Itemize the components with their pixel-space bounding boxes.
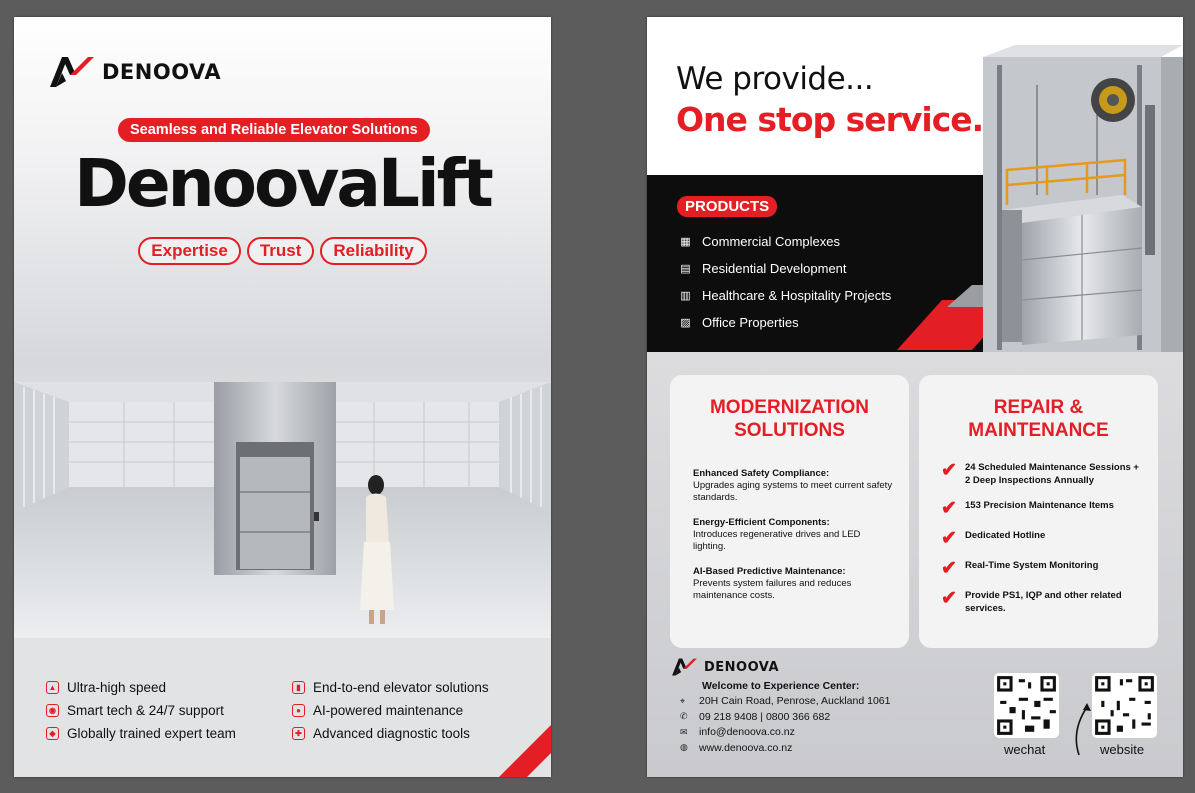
feature-list-right xyxy=(292,676,489,745)
qr-code-icon xyxy=(994,673,1059,738)
contact-info xyxy=(680,678,890,756)
wechat-qr-code[interactable] xyxy=(994,673,1059,738)
globe-icon: ◍ xyxy=(680,742,688,753)
email-line[interactable]: ✉ info@denoova.co.nz xyxy=(680,726,795,739)
list-item xyxy=(46,676,236,699)
ai-icon: ● xyxy=(292,704,305,717)
support-icon: ◉ xyxy=(46,704,59,717)
list-item xyxy=(693,566,893,602)
website-qr-code[interactable] xyxy=(1092,673,1157,738)
brand-logo xyxy=(48,55,221,89)
item-text: 153 Precision Maintenance Items xyxy=(965,500,1114,511)
list-item xyxy=(678,228,891,255)
speed-icon: ▲ xyxy=(46,681,59,694)
checkmark-icon: ✔ xyxy=(941,558,957,579)
item-text: 24 Scheduled Maintenance Sessions + 2 Deep Inspections Annually xyxy=(965,462,1139,486)
feature-label: AI-powered maintenance xyxy=(313,703,464,718)
elevator-cutaway-illustration xyxy=(897,45,1183,355)
location-icon: ⌖ xyxy=(680,695,686,706)
website-label: website xyxy=(1100,742,1145,757)
elevator-icon: ▮ xyxy=(292,681,305,694)
repair-card xyxy=(919,375,1158,648)
list-item xyxy=(678,282,891,309)
brochure-back-page xyxy=(647,17,1183,777)
checkmark-icon: ✔ xyxy=(941,528,957,549)
modernization-title: MODERNIZATION SOLUTIONS xyxy=(709,397,870,441)
website-line[interactable]: ◍ www.denoova.co.nz xyxy=(680,741,793,754)
feature-label: End-to-end elevator solutions xyxy=(313,680,489,695)
feature-list-left xyxy=(46,676,236,745)
welcome-line: Welcome to Experience Center: xyxy=(702,679,860,692)
list-item xyxy=(693,468,893,504)
products-badge: PRODUCTS xyxy=(677,196,777,217)
products-list xyxy=(678,228,891,336)
shield-icon: ◆ xyxy=(46,727,59,740)
building-icon: ▦ xyxy=(680,236,691,248)
hospital-icon: ▥ xyxy=(680,290,691,302)
list-item xyxy=(941,590,1146,615)
product-label: Residential Development xyxy=(702,261,847,276)
product-label: Commercial Complexes xyxy=(702,234,840,249)
checkmark-icon: ✔ xyxy=(941,588,957,609)
list-item xyxy=(46,699,236,722)
product-title: DenoovaLift xyxy=(74,145,491,222)
mail-icon: ✉ xyxy=(680,726,688,737)
list-item xyxy=(292,699,489,722)
item-text: Prevents system failures and reduces maintenance costs. xyxy=(693,578,852,601)
list-item xyxy=(941,500,1146,517)
brochure-front-page xyxy=(14,17,551,777)
wechat-label: wechat xyxy=(1004,742,1046,757)
logo-wordmark: DENOOVA xyxy=(102,60,222,84)
value-pill: Expertise xyxy=(138,237,241,265)
corner-accent-stripe xyxy=(481,707,551,777)
list-item xyxy=(46,722,236,745)
item-text: Provide PS1, IQP and other related services. xyxy=(965,590,1122,614)
tagline-badge: Seamless and Reliable Elevator Solutions xyxy=(118,118,430,142)
logo-wordmark: DENOOVA xyxy=(704,659,780,675)
denoova-logo-icon xyxy=(48,55,96,89)
phone-line: ✆ 09 218 9408 | 0800 366 682 xyxy=(680,710,831,723)
product-label: Office Properties xyxy=(702,315,799,330)
list-item xyxy=(941,560,1146,577)
list-item xyxy=(678,309,891,336)
feature-label: Smart tech & 24/7 support xyxy=(67,703,224,718)
feature-label: Advanced diagnostic tools xyxy=(313,726,470,741)
contact-logo xyxy=(671,657,779,677)
checkmark-icon: ✔ xyxy=(941,460,957,481)
headline-one-stop: One stop service. xyxy=(676,100,984,139)
item-text: Introduces regenerative drives and LED lighting. xyxy=(693,529,861,552)
denoova-logo-icon xyxy=(671,657,698,677)
item-heading: Energy-Efficient Components: xyxy=(693,517,830,528)
qr-code-icon xyxy=(1092,673,1157,738)
value-pill: Reliability xyxy=(320,237,426,265)
repair-title: REPAIR & MAINTENANCE xyxy=(968,397,1109,441)
list-item xyxy=(941,530,1146,547)
list-item xyxy=(292,676,489,699)
checkmark-icon: ✔ xyxy=(941,498,957,519)
item-text: Dedicated Hotline xyxy=(965,530,1046,541)
product-label: Healthcare & Hospitality Projects xyxy=(702,288,892,303)
item-heading: AI-Based Predictive Maintenance: xyxy=(693,566,846,577)
modernization-card xyxy=(670,375,909,648)
curved-arrow-icon xyxy=(1071,701,1095,757)
office-chart-icon: ▨ xyxy=(680,317,691,329)
elevator-room-illustration xyxy=(14,382,551,638)
feature-label: Globally trained expert team xyxy=(67,726,236,741)
headline-provide: We provide... xyxy=(676,61,874,97)
repair-list xyxy=(941,462,1146,628)
item-text: Real-Time System Monitoring xyxy=(965,560,1099,571)
list-item xyxy=(693,517,893,553)
modernization-list xyxy=(693,468,893,615)
item-text: Upgrades aging systems to meet current safety standards. xyxy=(693,480,893,503)
value-pill: Trust xyxy=(247,237,315,265)
value-pills xyxy=(14,237,551,265)
address-line: ⌖ 20H Cain Road, Penrose, Auckland 1061 xyxy=(680,695,891,708)
phone-icon: ✆ xyxy=(680,711,688,722)
list-item xyxy=(678,255,891,282)
list-item xyxy=(941,462,1146,487)
house-icon: ▤ xyxy=(680,263,691,275)
list-item xyxy=(292,722,489,745)
feature-label: Ultra-high speed xyxy=(67,680,167,695)
item-heading: Enhanced Safety Compliance: xyxy=(693,468,830,479)
diagnostic-icon: ✚ xyxy=(292,727,305,740)
